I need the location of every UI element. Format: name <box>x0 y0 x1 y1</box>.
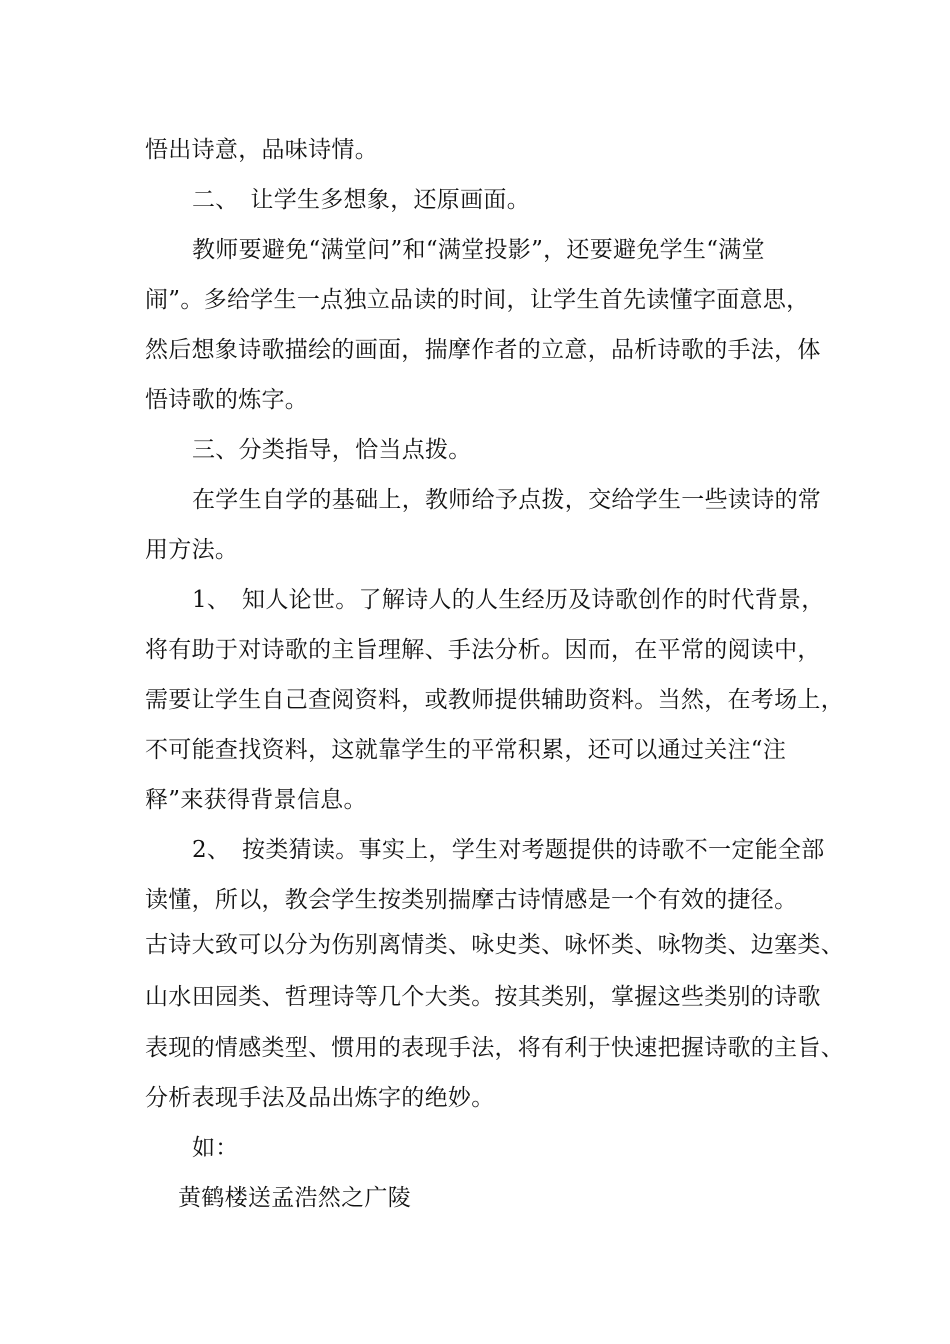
text-line: 需要让学生自己查阅资料，或教师提供辅助资料。当然，在考场上， <box>145 687 844 713</box>
section-heading: 三、分类指导，恰当点拨。 <box>192 437 472 463</box>
text-line: 山水田园类、哲理诗等几个大类。按其类别，掌握这些类别的诗歌 <box>145 984 821 1010</box>
text-line: 读懂，所以，教会学生按类别揣摩古诗情感是一个有效的捷径。 <box>145 887 798 913</box>
text-line: 不可能查找资料，这就靠学生的平常积累，还可以通过关注“注 <box>145 737 787 763</box>
text-line: 在学生自学的基础上，教师给予点拨，交给学生一些读诗的常 <box>192 487 822 513</box>
list-item-heading: 1、 知人论世。了解诗人的人生经历及诗歌创作的时代背景， <box>192 587 825 613</box>
text-line: 教师要避免“满堂问”和“满堂投影”，还要避免学生“满堂 <box>192 237 765 263</box>
text-line: 悟诗歌的炼字。 <box>145 387 309 413</box>
text-line: 释”来获得背景信息。 <box>145 787 367 813</box>
text-line: 将有助于对诗歌的主旨理解、手法分析。因而，在平常的阅读中， <box>145 637 821 663</box>
text-line: 用方法。 <box>145 537 239 563</box>
text-line: 分析表现手法及品出炼字的绝妙。 <box>145 1085 495 1111</box>
text-line: 表现的情感类型、惯用的表现手法，将有利于快速把握诗歌的主旨、 <box>145 1035 844 1061</box>
section-heading: 二、 让学生多想象，还原画面。 <box>192 187 530 213</box>
text-line: 如： <box>192 1135 239 1161</box>
list-item-heading: 2、 按类猜读。事实上，学生对考题提供的诗歌不一定能全部 <box>192 837 825 863</box>
text-line: 然后想象诗歌描绘的画面，揣摩作者的立意，品析诗歌的手法，体 <box>145 337 821 363</box>
text-line: 闹”。多给学生一点独立品读的时间，让学生首先读懂字面意思， <box>145 287 810 313</box>
poem-title: 黄鹤楼送孟浩然之广陵 <box>178 1185 411 1211</box>
text-line: 古诗大致可以分为伤别离情类、咏史类、咏怀类、咏物类、边塞类、 <box>145 932 844 958</box>
text-line: 悟出诗意，品味诗情。 <box>145 137 378 163</box>
